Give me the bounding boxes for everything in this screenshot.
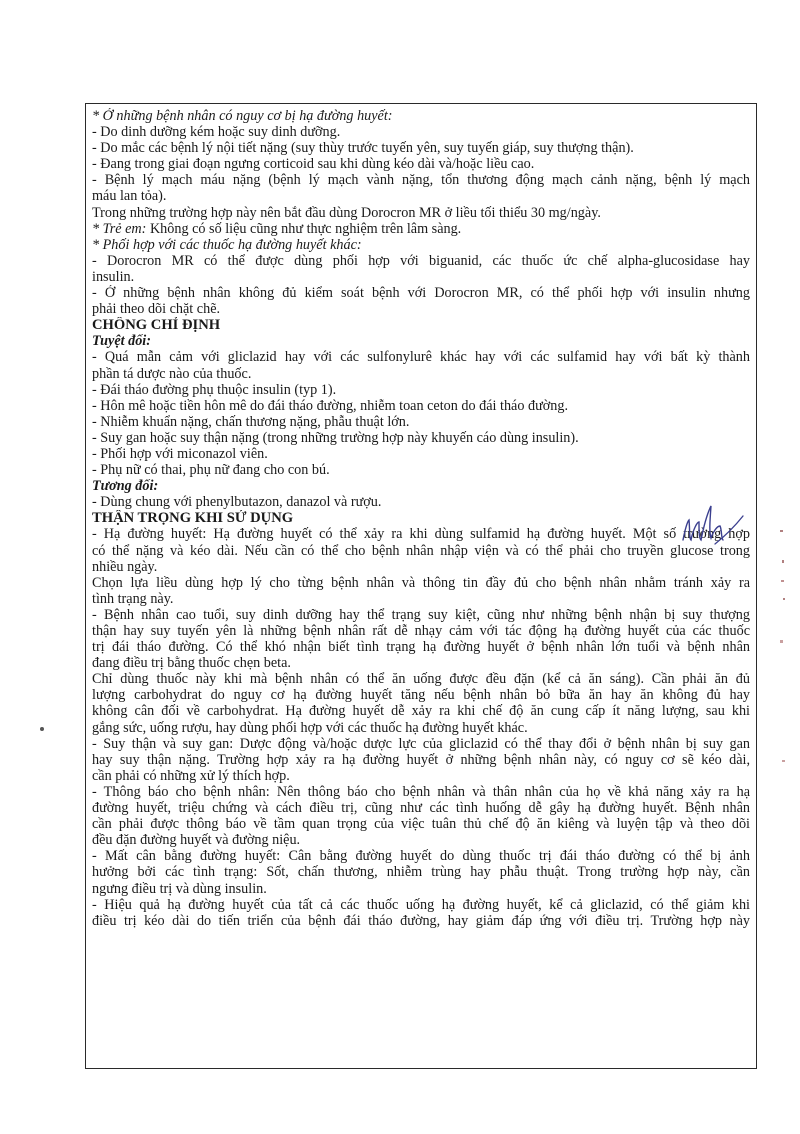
scan-speck [40, 727, 44, 731]
text-line: nhiều ngày. [92, 558, 158, 575]
text-line: hay suy thận nặng. Trường hợp xảy ra hạ đường huyết ở những bệnh nhân này, có nguy cơ sẽ kéo dài, [92, 751, 750, 768]
text-line: - Mất cân bằng đường huyết: Cân bằng đường huyết do dùng thuốc trị đái tháo đường có thể bị ảnh [92, 848, 750, 865]
text-line: máu lan tỏa). [92, 188, 167, 205]
text-line: trị đái tháo đường. Có thể khó nhận biết tình trạng hạ đường huyết ở bệnh nhân lớn tuổi và bệnh nhân [92, 639, 750, 656]
text-line: - Dorocron MR có thể được dùng phối hợp với biguanid, các thuốc ức chế alpha-glucosidase hay [92, 252, 750, 269]
text-line: tình trạng này. [92, 590, 174, 607]
text-line: Chọn lựa liều dùng hợp lý cho từng bệnh nhân và thông tin đầy đủ cho bệnh nhân nhằm tránh xảy ra [92, 574, 750, 591]
text-line: phải theo dõi chặt chẽ. [92, 301, 221, 318]
text-line: gắng sức, uống rượu, hay dùng phối hợp với các thuốc hạ đường huyết khác. [92, 719, 528, 736]
text-line: - Do dinh dưỡng kém hoặc suy dinh dưỡng. [92, 124, 341, 141]
text-line: đang điều trị bằng thuốc chẹn beta. [92, 655, 291, 672]
text-line: thận hay suy tuyến yên là những bệnh nhân rất dễ nhạy cảm với tác động hạ đường huyết của các thuốc [92, 623, 750, 639]
text-line: phần tá dược nào của thuốc. [92, 365, 252, 382]
text-line: ngưng điều trị và dùng insulin. [92, 880, 267, 897]
handwritten-initials [677, 500, 747, 555]
text-line: - Thông báo cho bệnh nhân: Nên thông báo cho bệnh nhân và thân nhân của họ về khả năng xảy ra hạ [92, 783, 750, 800]
text-line: cần phải có những xử lý thích hợp. [92, 767, 290, 784]
text-line: điều trị kéo dài do tiến triển của bệnh đái tháo đường, hay giảm đáp ứng với điều trị. Trường hợp này [92, 912, 750, 929]
text-line: - Phối hợp với miconazol viên. [92, 445, 268, 462]
text-line: Trong những trường hợp này nên bắt đầu dùng Dorocron MR ở liều tối thiểu 30 mg/ngày. [92, 204, 601, 221]
margin-scan-marks [770, 520, 790, 840]
text-line: insulin. [92, 268, 135, 285]
text-line: - Suy thận và suy gan: Dược động và/hoặc dược lực của gliclazid có thể thay đổi ở bệnh nhân bị suy gan [92, 735, 750, 752]
text-line: - Do mắc các bệnh lý nội tiết nặng (suy thùy trước tuyến yên, suy tuyến giáp, suy thượng thận). [92, 140, 634, 157]
text-line: cần phải được thông báo về tầm quan trọng của việc tuân thủ chế độ ăn kiêng và luyện tập và theo dõi [92, 816, 750, 833]
text-line: * Trẻ em: Không có số liệu cũng như thực nghiệm trên lâm sàng. [92, 220, 462, 237]
text-line: lượng carbohydrat do nguy cơ hạ đường huyết tăng nếu bệnh nhân bỏ bữa ăn hay ăn không đủ hay [92, 687, 750, 704]
section-heading: CHỐNG CHỈ ĐỊNH [92, 317, 221, 334]
subsection-heading: Tương đối: [92, 478, 159, 495]
text-line: - Hôn mê hoặc tiền hôn mê do đái tháo đường, nhiễm toan ceton do đái tháo đường. [92, 397, 569, 414]
document-frame [85, 103, 757, 1069]
text-line: - Đang trong giai đoạn ngưng corticoid sau khi dùng kéo dài và/hoặc liều cao. [92, 156, 535, 173]
text-line: - Quá mẫn cảm với gliclazid hay với các sulfonylurê khác hay với các sulfamid hay với bất kỳ thành [92, 349, 750, 366]
text-line: - Hạ đường huyết: Hạ đường huyết có thể xảy ra khi dùng sulfamid hạ đường huyết. Một số trường hợp [92, 526, 750, 543]
text-line: - Dùng chung với phenylbutazon, danazol và rượu. [92, 494, 382, 511]
subsection-heading: Tuyệt đối: [92, 333, 151, 350]
text-line: không cân đối về carbohydrat. Hạ đường huyết dễ xảy ra khi chế độ ăn cung cấp ít năng lượng, sau khi [92, 703, 750, 720]
text-line: Chỉ dùng thuốc này khi mà bệnh nhân có thể ăn uống được đều đặn (kể cả ăn sáng). Cần phải ăn đủ [92, 671, 750, 688]
text-line: - Phụ nữ có thai, phụ nữ đang cho con bú. [92, 462, 330, 479]
text-line: hưởng bởi các tình trạng: Sốt, chấn thương, nhiễm trùng hay phẫu thuật. Trong trường hợp này, cần [92, 864, 750, 881]
text-line: - Nhiễm khuẩn nặng, chấn thương nặng, phẫu thuật lớn. [92, 413, 410, 430]
text-line: - Hiệu quả hạ đường huyết của tất cả các thuốc uống hạ đường huyết, kể cả gliclazid, có thể giảm khi [92, 896, 750, 913]
text-line: - Ở những bệnh nhân không đủ kiểm soát bệnh với Dorocron MR, có thể phối hợp với insulin nhưng [92, 285, 750, 302]
text-line: * Phối hợp với các thuốc hạ đường huyết khác: [92, 236, 362, 253]
text-line: - Bệnh lý mạch máu nặng (bệnh lý mạch vành nặng, tổn thương động mạch cảnh nặng, bệnh lý mạch [92, 172, 750, 189]
section-heading: THẬN TRỌNG KHI SỬ DỤNG [92, 510, 294, 527]
text-line: * Ở những bệnh nhân có nguy cơ bị hạ đường huyết: [92, 108, 393, 124]
text-line: đều đặn đường huyết và đường niệu. [92, 832, 301, 849]
text-line: có thể nặng và kéo dài. Nếu cần có thể cho bệnh nhân nhập viện và có thể phải cho truyền glucose trong [92, 542, 750, 559]
text-line: - Đái tháo đường phụ thuộc insulin (typ 1). [92, 381, 337, 398]
text-line: đường huyết, triệu chứng và cách điều trị, cũng như các tình huống dễ gây hạ đường huyết. Bệnh nhân [92, 800, 750, 817]
text-line: - Suy gan hoặc suy thận nặng (trong những trường hợp này khuyến cáo dùng insulin). [92, 429, 579, 446]
text-line: - Bệnh nhân cao tuổi, suy dinh dưỡng hay thể trạng suy kiệt, cũng như những bệnh nhận bị suy thượng [92, 606, 750, 623]
